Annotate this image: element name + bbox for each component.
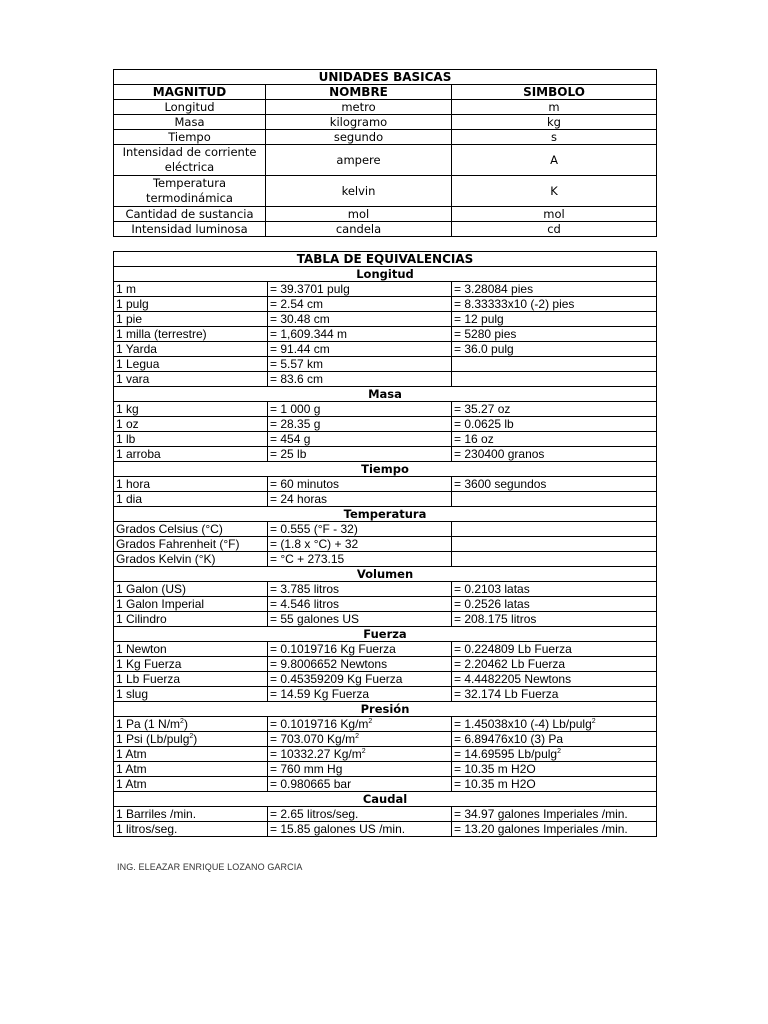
table-cell: 1 pie — [114, 312, 268, 327]
table-cell: = 1 000 g — [268, 402, 452, 417]
table-cell: Intensidad de corriente eléctrica — [114, 145, 266, 176]
section-title: Presión — [114, 702, 657, 717]
table-cell: = 230400 granos — [452, 447, 657, 462]
table-cell: = 703.070 $Kg/m^2$ — [268, 732, 452, 747]
table-row — [114, 115, 657, 130]
section-title: Fuerza — [114, 627, 657, 642]
table-row — [114, 145, 657, 176]
table-cell: = 13.20 galones Imperiales /min. — [452, 822, 657, 837]
basic-units-header-row — [114, 85, 657, 100]
section-title: Caudal — [114, 792, 657, 807]
table-cell: K — [452, 176, 657, 207]
table-cell: = 0.2526 latas — [452, 597, 657, 612]
table-cell: = 55 galones US — [268, 612, 452, 627]
table-row — [114, 417, 657, 432]
table-cell: = 8.33333x10 (-2) pies — [452, 297, 657, 312]
table-cell: Temperatura termodinámica — [114, 176, 266, 207]
table-cell: 1 kg — [114, 402, 268, 417]
table-row — [114, 642, 657, 657]
table-cell: = 0.980665 bar — [268, 777, 452, 792]
table-cell: 1 Atm — [114, 747, 268, 762]
table-cell: = 0.1019716 $Kg/m^2$ — [268, 717, 452, 732]
table-row — [114, 762, 657, 777]
table-cell: = 12 pulg — [452, 312, 657, 327]
table-cell: kg — [452, 115, 657, 130]
table-row — [114, 717, 657, 732]
table-cell: = 1.45038x10 (-4) Lb/pulg$^2$ — [452, 717, 657, 732]
table-cell: Masa — [114, 115, 266, 130]
table-cell: = 39.3701 pulg — [268, 282, 452, 297]
section-header-row — [114, 567, 657, 582]
table-row — [114, 297, 657, 312]
table-cell: Cantidad de sustancia — [114, 207, 266, 222]
table-cell: Intensidad luminosa — [114, 222, 266, 237]
table-cell: = 0.0625 lb — [452, 417, 657, 432]
table-cell: 1 Galon (US) — [114, 582, 268, 597]
table-row — [114, 612, 657, 627]
table-row — [114, 312, 657, 327]
table-cell: 1 m — [114, 282, 268, 297]
section-header-row — [114, 792, 657, 807]
table-cell: = 10.35 m H2O — [452, 762, 657, 777]
equivalences-body — [114, 252, 657, 837]
basic-units-table — [113, 69, 657, 237]
table-cell: = 30.48 cm — [268, 312, 452, 327]
table-row — [114, 747, 657, 762]
table-cell: = 0.1019716 Kg Fuerza — [268, 642, 452, 657]
table-cell: kelvin — [266, 176, 452, 207]
table-cell: Grados Fahrenheit (°F) — [114, 537, 268, 552]
table-cell: 1 Pa (1 $N/m^2$) — [114, 717, 268, 732]
table-cell: = 2.65 litros/seg. — [268, 807, 452, 822]
table-row — [114, 342, 657, 357]
table-cell: = 3.28084 pies — [452, 282, 657, 297]
table-row — [114, 477, 657, 492]
table-cell: 1 slug — [114, 687, 268, 702]
table-cell: = 1,609.344 m — [268, 327, 452, 342]
table-cell: = 60 minutos — [268, 477, 452, 492]
table-cell: cd — [452, 222, 657, 237]
table-row — [114, 432, 657, 447]
table-cell: = 3.785 litros — [268, 582, 452, 597]
section-title: Masa — [114, 387, 657, 402]
table-cell: 1 Atm — [114, 762, 268, 777]
table-cell — [452, 357, 657, 372]
author-footer: ING. ELEAZAR ENRIQUE LOZANO GARCIA — [117, 862, 303, 872]
section-header-row — [114, 462, 657, 477]
equivalences-title: TABLA DE EQUIVALENCIAS — [114, 252, 657, 267]
table-cell: Tiempo — [114, 130, 266, 145]
section-title: Longitud — [114, 267, 657, 282]
table-row — [114, 657, 657, 672]
table-cell: 1 Legua — [114, 357, 268, 372]
basic-units-body — [114, 70, 657, 237]
table-cell: 1 arroba — [114, 447, 268, 462]
table-cell: mol — [266, 207, 452, 222]
table-row — [114, 597, 657, 612]
table-cell: = 0.2103 latas — [452, 582, 657, 597]
table-cell: 1 milla (terrestre) — [114, 327, 268, 342]
table-row — [114, 357, 657, 372]
table-row — [114, 522, 657, 537]
table-cell: = 5280 pies — [452, 327, 657, 342]
table-cell: = 36.0 pulg — [452, 342, 657, 357]
table-cell: = 35.27 oz — [452, 402, 657, 417]
table-cell: 1 Newton — [114, 642, 268, 657]
table-cell: = (1.8 x °C) + 32 — [268, 537, 452, 552]
table-row — [114, 327, 657, 342]
table-cell: 1 Atm — [114, 777, 268, 792]
table-cell: = 3600 segundos — [452, 477, 657, 492]
section-title: Volumen — [114, 567, 657, 582]
table-cell: A — [452, 145, 657, 176]
table-row — [114, 672, 657, 687]
table-cell: = 6.89476x10 (3) Pa — [452, 732, 657, 747]
table-cell: = 454 g — [268, 432, 452, 447]
table-cell — [452, 492, 657, 507]
table-cell: = 2.54 cm — [268, 297, 452, 312]
table-cell: = 24 horas — [268, 492, 452, 507]
table-cell: 1 Cilindro — [114, 612, 268, 627]
basic-units-title: UNIDADES BASICAS — [114, 70, 657, 85]
table-cell: = 4.546 litros — [268, 597, 452, 612]
table-row — [114, 372, 657, 387]
section-header-row — [114, 702, 657, 717]
table-cell: Grados Celsius (°C) — [114, 522, 268, 537]
table-cell: 1 Barriles /min. — [114, 807, 268, 822]
table-cell: = 34.97 galones Imperiales /min. — [452, 807, 657, 822]
table-cell: 1 pulg — [114, 297, 268, 312]
table-cell: = 5.57 km — [268, 357, 452, 372]
table-cell: 1 Lb Fuerza — [114, 672, 268, 687]
table-cell: = 91.44 cm — [268, 342, 452, 357]
table-cell: 1 lb — [114, 432, 268, 447]
table-row — [114, 582, 657, 597]
table-cell: = 10.35 m H2O — [452, 777, 657, 792]
table-cell: candela — [266, 222, 452, 237]
table-cell: Longitud — [114, 100, 266, 115]
section-header-row — [114, 507, 657, 522]
table-row — [114, 807, 657, 822]
table-row — [114, 222, 657, 237]
section-header-row — [114, 267, 657, 282]
column-header: NOMBRE — [266, 85, 452, 100]
table-cell: = 14.59 Kg Fuerza — [268, 687, 452, 702]
table-cell: = 9.8006652 Newtons — [268, 657, 452, 672]
table-cell: = 2.20462 Lb Fuerza — [452, 657, 657, 672]
table-cell: = 32.174 Lb Fuerza — [452, 687, 657, 702]
table-row — [114, 100, 657, 115]
table-row — [114, 552, 657, 567]
table-row — [114, 207, 657, 222]
table-cell: 1 Psi (Lb/pulg$^2$) — [114, 732, 268, 747]
table-cell: 1 Kg Fuerza — [114, 657, 268, 672]
table-cell: kilogramo — [266, 115, 452, 130]
basic-units-title-row — [114, 70, 657, 85]
table-cell: 1 hora — [114, 477, 268, 492]
table-cell: 1 oz — [114, 417, 268, 432]
table-row — [114, 492, 657, 507]
table-cell: = °C + 273.15 — [268, 552, 452, 567]
table-cell: 1 vara — [114, 372, 268, 387]
table-cell: = 760 mm Hg — [268, 762, 452, 777]
table-cell: segundo — [266, 130, 452, 145]
table-row — [114, 777, 657, 792]
table-cell: = 10332.27 $Kg/m^2$ — [268, 747, 452, 762]
table-cell: ampere — [266, 145, 452, 176]
table-cell: = 0.45359209 Kg Fuerza — [268, 672, 452, 687]
table-row — [114, 447, 657, 462]
table-cell: s — [452, 130, 657, 145]
table-cell: = 208.175 litros — [452, 612, 657, 627]
table-cell: = 14.69595 Lb/pulg$^2$ — [452, 747, 657, 762]
table-cell — [452, 552, 657, 567]
table-cell: = 83.6 cm — [268, 372, 452, 387]
table-cell: = 25 lb — [268, 447, 452, 462]
table-row — [114, 822, 657, 837]
table-cell: = 0.555 (°F - 32) — [268, 522, 452, 537]
table-cell: = 15.85 galones US /min. — [268, 822, 452, 837]
table-row — [114, 687, 657, 702]
table-cell — [452, 372, 657, 387]
table-cell: 1 litros/seg. — [114, 822, 268, 837]
section-title: Temperatura — [114, 507, 657, 522]
equivalences-title-row — [114, 252, 657, 267]
table-cell: m — [452, 100, 657, 115]
table-cell: 1 dia — [114, 492, 268, 507]
table-row — [114, 282, 657, 297]
table-row — [114, 402, 657, 417]
table-row — [114, 130, 657, 145]
section-header-row — [114, 387, 657, 402]
table-row — [114, 537, 657, 552]
table-cell: metro — [266, 100, 452, 115]
table-cell — [452, 537, 657, 552]
table-cell: 1 Galon Imperial — [114, 597, 268, 612]
table-cell: = 16 oz — [452, 432, 657, 447]
section-header-row — [114, 627, 657, 642]
table-cell: = 0.224809 Lb Fuerza — [452, 642, 657, 657]
equivalences-table — [113, 251, 657, 837]
table-cell: = 28.35 g — [268, 417, 452, 432]
table-cell: 1 Yarda — [114, 342, 268, 357]
table-cell: = 4.4482205 Newtons — [452, 672, 657, 687]
column-header: MAGNITUD — [114, 85, 266, 100]
table-cell: mol — [452, 207, 657, 222]
table-row — [114, 176, 657, 207]
table-cell: Grados Kelvin (°K) — [114, 552, 268, 567]
column-header: SIMBOLO — [452, 85, 657, 100]
table-row — [114, 732, 657, 747]
table-cell — [452, 522, 657, 537]
section-title: Tiempo — [114, 462, 657, 477]
